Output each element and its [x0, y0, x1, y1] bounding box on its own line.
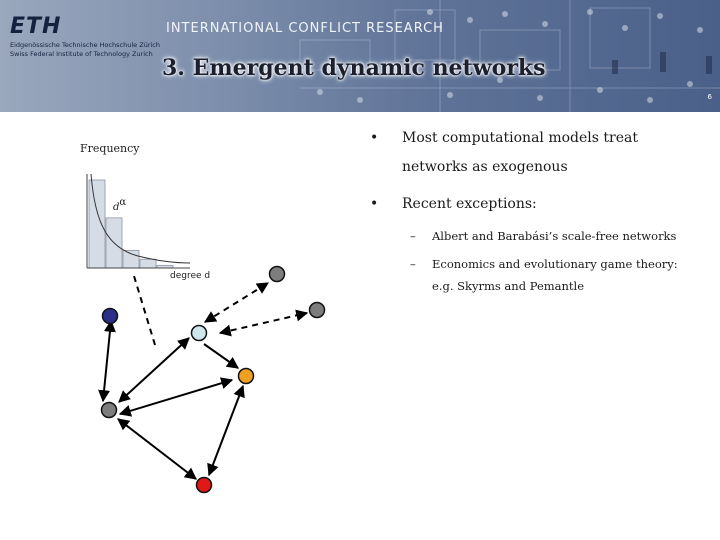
edge — [209, 386, 243, 475]
network-edges — [103, 321, 243, 479]
dashed-edge — [134, 276, 155, 345]
edge — [118, 419, 196, 479]
power-law-label: dα — [113, 197, 127, 213]
network-diagram — [0, 112, 360, 540]
group-name: INTERNATIONAL CONFLICT RESEARCH — [166, 21, 444, 36]
node-dark-blue — [103, 309, 118, 324]
edge — [103, 321, 111, 401]
bullet-list — [370, 124, 710, 297]
bullet-item — [370, 124, 710, 182]
histogram-bar — [89, 180, 105, 268]
sub-bullet-item — [370, 253, 710, 297]
node-gray-right — [310, 303, 325, 318]
sub-bullet-line: Albert and Barabási’s scale-free networks — [432, 229, 677, 243]
frequency-axis-label: Frequency — [80, 142, 140, 155]
bullet-line: Most computational models treat — [402, 130, 638, 146]
sub-bullet-item — [370, 225, 710, 247]
sub-bullet-mark: – — [410, 229, 416, 243]
slide-header — [0, 0, 720, 112]
node-gray-left — [102, 403, 117, 418]
sub-bullet-mark: – — [410, 257, 416, 271]
network-dashed-edges — [134, 276, 307, 345]
node-gray-top — [270, 267, 285, 282]
bullet-mark: • — [370, 130, 379, 146]
eth-logo: ETH — [10, 14, 62, 39]
edge — [204, 344, 238, 368]
network-nodes — [102, 267, 325, 493]
dashed-edge — [220, 313, 307, 333]
histogram-bar — [140, 259, 156, 268]
degree-axis-label: degree d — [170, 271, 211, 281]
bullet-line: networks as exogenous — [402, 159, 568, 175]
bullet-mark: • — [370, 196, 379, 212]
page-number: 6 — [707, 93, 712, 101]
histogram-bar — [123, 250, 139, 268]
node-orange — [239, 369, 254, 384]
institution-name-german: Eidgenössische Technische Hochschule Zürich — [10, 41, 160, 49]
slide-title: 3. Emergent dynamic networks — [162, 55, 546, 81]
node-red — [197, 478, 212, 493]
sub-bullet-line: e.g. Skyrms and Pemantle — [432, 279, 585, 293]
edge — [119, 338, 189, 402]
node-light-blue — [192, 326, 207, 341]
institution-name-english: Swiss Federal Institute of Technology Zurich — [10, 50, 153, 58]
bullet-line: Recent exceptions: — [402, 196, 537, 212]
sub-bullet-line: Economics and evolutionary game theory: — [432, 257, 678, 271]
bullet-item — [370, 190, 710, 219]
dashed-edge — [205, 283, 268, 322]
